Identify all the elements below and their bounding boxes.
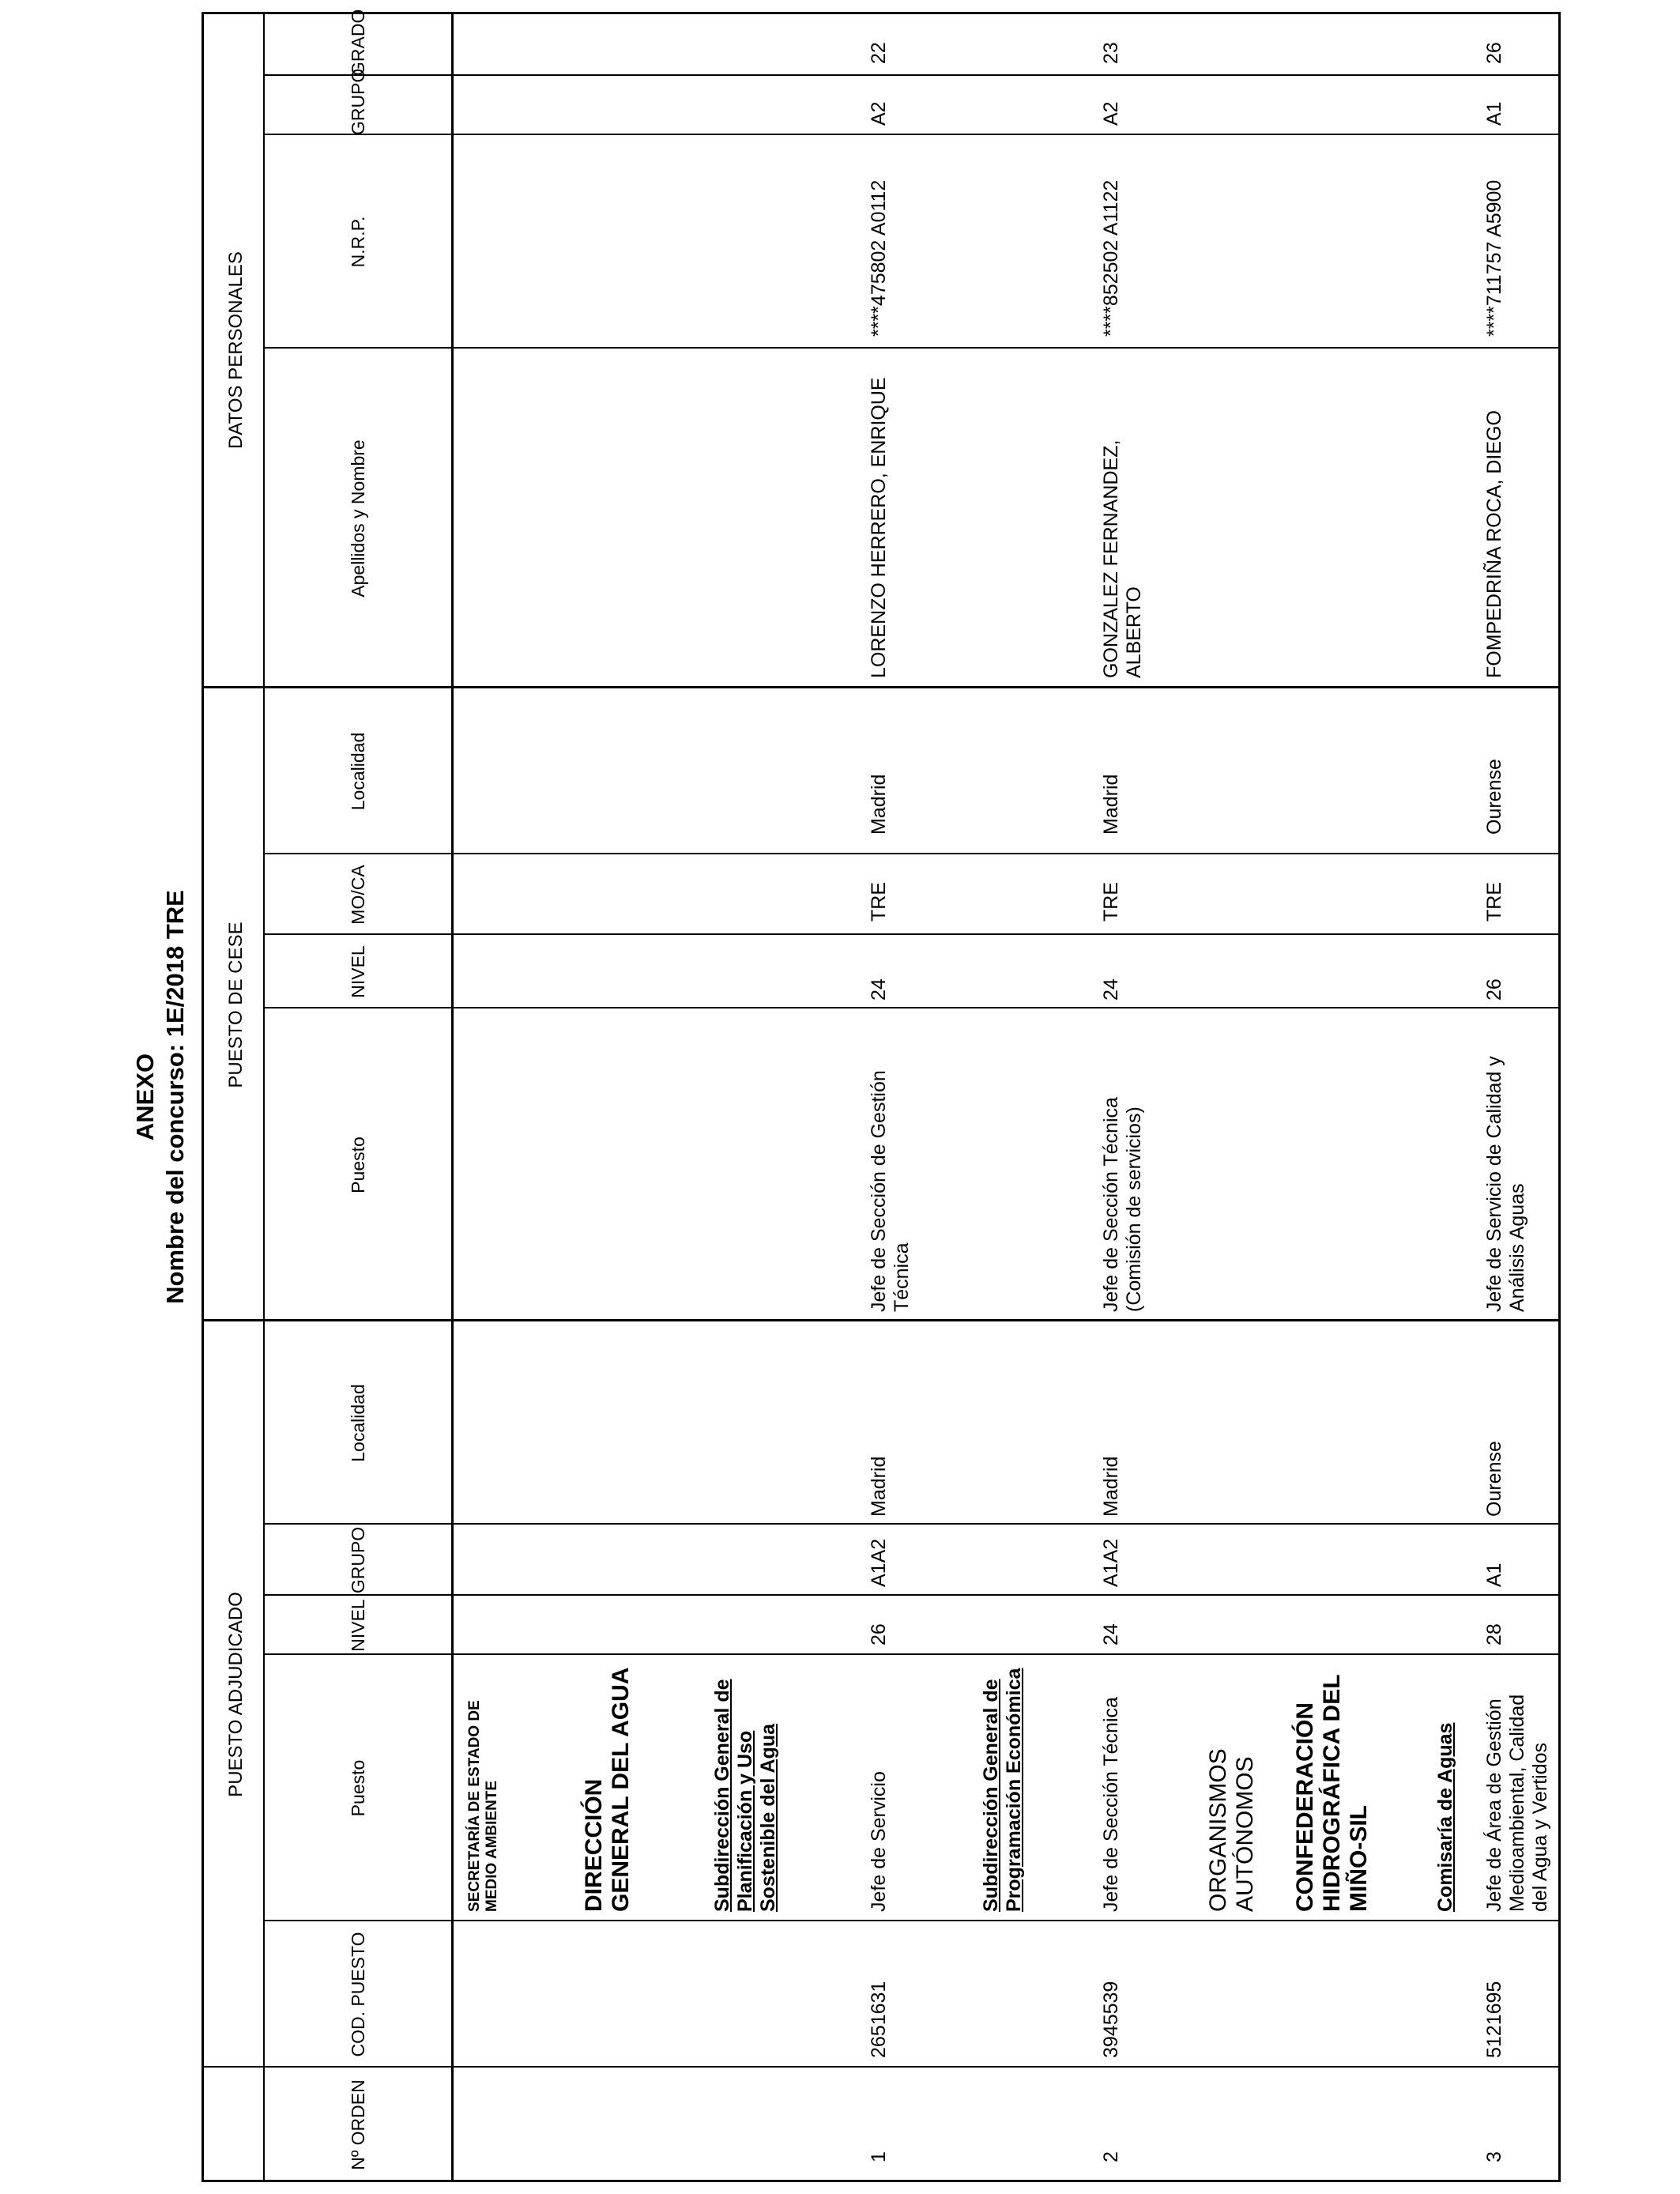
org-secretaria: SECRETARÍA DE ESTADO DE MEDIO AMBIENTE [466,1700,500,1912]
row-cese-puesto: Jefe de Servicio de Calidad y Análisis Aguas [1483,1056,1528,1312]
col-grupo: GRUPO [348,1526,368,1594]
row-cese-puesto: Jefe de Sección Técnica (Comisión de servicios) [1100,1097,1145,1312]
row-apellidos: GONZALEZ FERNANDEZ, ALBERTO [1100,439,1145,678]
row-cese-moca: TRE [1483,882,1505,922]
row-cese-nivel: 24 [1100,978,1122,1001]
row-puesto: Jefe de Sección Técnica [1100,1697,1122,1912]
page-title: ANEXO [131,1053,159,1141]
row-nrp: ****711757 A5900 [1483,179,1505,337]
org-confederacion: CONFEDERACIÓN HIDROGRÁFICA DEL MIÑO-SIL [1292,1675,1372,1912]
section-datos-personales: DATOS PERSONALES [225,251,247,449]
row-nivel: 26 [868,1623,890,1646]
col-cese-nivel: NIVEL [348,945,368,998]
page-subtitle: Nombre del concurso: 1E/2018 TRE [161,890,189,1304]
row-cese-nivel: 26 [1483,978,1505,1001]
section-puesto-cese: PUESTO DE CESE [225,922,247,1088]
org-comisaria: Comisaría de Aguas [1434,1722,1456,1912]
col-cod-puesto: COD. PUESTO [348,1932,368,2057]
row-cod-puesto: 3945539 [1100,1981,1122,2058]
org-direccion: DIRECCIÓN GENERAL DEL AGUA [581,1667,634,1912]
col-nivel: NIVEL [348,1599,368,1652]
col-apellidos: Apellidos y Nombre [348,439,368,598]
col-cese-puesto: Puesto [348,1137,368,1193]
col-nrp: N.R.P. [348,216,368,268]
row-puesto: Jefe de Servicio [868,1771,890,1912]
section-puesto-adjudicado: PUESTO ADJUDICADO [225,1592,247,1797]
row-pers-grupo: A2 [1100,101,1122,126]
row-nivel: 28 [1483,1623,1505,1646]
row-nrp: ****852502 A1122 [1100,179,1122,337]
row-orden: 1 [868,2151,890,2162]
col-cese-moca: MO/CA [348,865,368,925]
row-grupo: A1 [1483,1563,1505,1587]
row-cese-puesto: Jefe de Sección de Gestión Técnica [868,1070,913,1312]
col-pers-grado: GRADO [348,9,368,76]
org-sub-programacion: Subdirección General de Programación Económica [980,1668,1025,1912]
row-cese-localidad: Madrid [868,774,890,835]
row-pers-grado: 23 [1100,42,1122,64]
col-localidad: Localidad [348,1384,368,1462]
row-apellidos: LORENZO HERRERO, ENRIQUE [868,377,890,678]
row-cese-localidad: Ourense [1483,759,1505,835]
row-cese-localidad: Madrid [1100,774,1122,835]
row-cod-puesto: 2651631 [868,1981,890,2058]
row-pers-grupo: A2 [868,101,890,126]
row-nivel: 24 [1100,1623,1122,1646]
row-localidad: Ourense [1483,1441,1505,1517]
org-organismos: ORGANISMOS AUTÓNOMOS [1205,1748,1258,1912]
row-orden: 3 [1483,2151,1505,2162]
row-cese-moca: TRE [1100,882,1122,922]
row-grupo: A1A2 [1100,1538,1122,1587]
row-cese-moca: TRE [868,882,890,922]
row-pers-grado: 26 [1483,42,1505,64]
col-orden: Nº ORDEN [348,2079,368,2170]
row-localidad: Madrid [868,1456,890,1517]
row-pers-grupo: A1 [1483,101,1505,126]
col-pers-grupo: GRUPO [348,68,368,135]
row-nrp: ****475802 A0112 [868,179,890,337]
col-puesto: Puesto [348,1759,368,1817]
row-grupo: A1A2 [868,1538,890,1587]
row-cese-nivel: 24 [868,978,890,1001]
row-pers-grado: 22 [868,42,890,64]
col-cese-localidad: Localidad [348,732,368,811]
row-localidad: Madrid [1100,1456,1122,1517]
row-puesto: Jefe de Área de Gestión Medioambiental, Calidad del Agua y Vertidos [1483,1694,1551,1912]
row-apellidos: FOMPEDRIÑA ROCA, DIEGO [1483,410,1505,678]
row-orden: 2 [1100,2151,1122,2162]
row-cod-puesto: 5121695 [1483,1981,1505,2058]
org-sub-planificacion: Subdirección General de Planificación y Uso Sostenible del Agua [711,1679,779,1912]
